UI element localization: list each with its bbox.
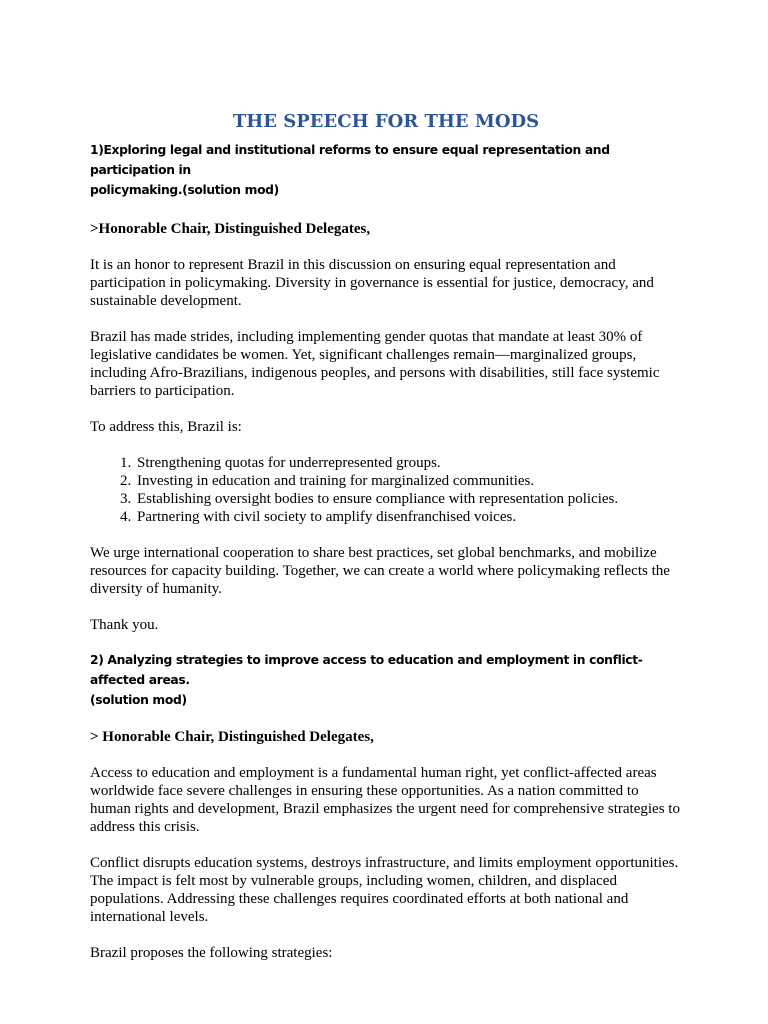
list-item: 1. Strengthening quotas for underrepresented groups. xyxy=(135,454,682,472)
section-2-heading-line-1: 2) Analyzing strategies to improve access to education and employment in conflict-affected areas. xyxy=(90,653,643,687)
section-1 xyxy=(90,140,682,634)
section-1-heading-line-1: 1)Exploring legal and institutional reforms to ensure equal representation and participation in xyxy=(90,143,610,177)
section-1-strategy-list xyxy=(90,454,682,526)
section-1-heading-line-2: policymaking.(solution mod) xyxy=(90,183,279,197)
document-content xyxy=(90,110,682,962)
section-2 xyxy=(90,650,682,962)
section-2-paragraph-2: Conflict disrupts education systems, destroys infrastructure, and limits employment opportunities. The impact is felt most by vulnerable groups, including women, children, and displaced populations. Addressing these challenges requires coordinated efforts at both national and international levels. xyxy=(90,855,679,925)
section-1-closing: Thank you. xyxy=(90,617,159,633)
list-item: 2. Investing in education and training for marginalized communities. xyxy=(135,472,682,490)
section-1-paragraph-1: It is an honor to represent Brazil in this discussion on ensuring equal representation and participation in policymaking. Diversity in governance is essential for justice, democracy, and sustainable development. xyxy=(90,257,654,309)
document-title: THE SPEECH FOR THE MODS xyxy=(232,111,540,132)
section-1-paragraph-3: To address this, Brazil is: xyxy=(90,419,242,435)
section-1-paragraph-2: Brazil has made strides, including implementing gender quotas that mandate at least 30% of legislative candidates be women. Yet, significant challenges remain—marginalized groups, including Afro-Brazilians, indigenous peoples, and persons with disabilities, still face systemic barriers to participation. xyxy=(90,329,660,399)
section-1-salutation: >Honorable Chair, Distinguished Delegates, xyxy=(90,221,371,237)
list-item: 4. Partnering with civil society to amplify disenfranchised voices. xyxy=(135,508,682,526)
section-1-paragraph-4: We urge international cooperation to share best practices, set global benchmarks, and mobilize resources for capacity building. Together, we can create a world where policymaking reflects the diversity of humanity. xyxy=(90,545,670,597)
section-2-salutation: > Honorable Chair, Distinguished Delegates, xyxy=(90,729,374,745)
list-item: 3. Establishing oversight bodies to ensure compliance with representation policies. xyxy=(135,490,682,508)
section-2-paragraph-3: Brazil proposes the following strategies: xyxy=(90,945,333,961)
section-2-paragraph-1: Access to education and employment is a fundamental human right, yet conflict-affected areas worldwide face severe challenges in ensuring these opportunities. As a nation committed to human rights and development, Brazil emphasizes the urgent need for comprehensive strategies to address this crisis. xyxy=(90,765,680,835)
section-2-heading-line-2: (solution mod) xyxy=(90,693,187,707)
